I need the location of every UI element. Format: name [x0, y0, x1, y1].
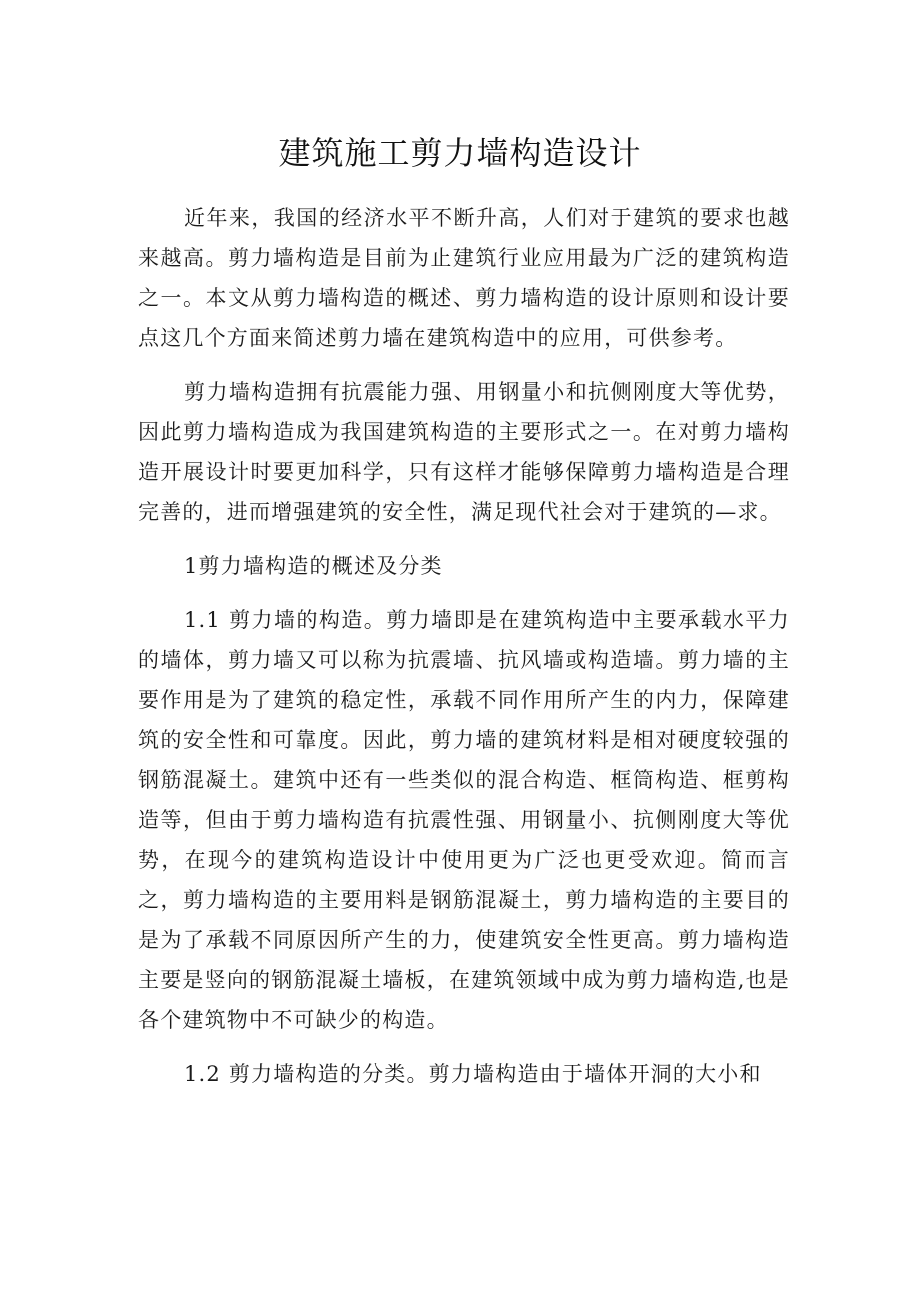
document-body: [138, 198, 790, 1108]
document-title: 建筑施工剪力墙构造设计: [278, 134, 642, 172]
body-paragraph: 剪力墙构造拥有抗震能力强、用钢量小和抗侧刚度大等优势，因此剪力墙构造成为我国建筑构造的主要形式之一。在对剪力墙构造开展设计时要更加科学，只有这样才能够保障剪力墙构造是合理完善的，进而增强建筑的安全性，满足现代社会对于建筑的—求。: [138, 380, 790, 524]
intro-paragraph: 近年来，我国的经济水平不断升高，人们对于建筑的要求也越来越高。剪力墙构造是目前为止建筑行业应用最为广泛的建筑构造之一。本文从剪力墙构造的概述、剪力墙构造的设计原则和设计要点这几个方面来简述剪力墙在建筑构造中的应用，可供参考。: [138, 206, 790, 350]
section-heading: 1剪力墙构造的概述及分类: [184, 554, 443, 578]
subsection-paragraph: 1.2 剪力墙构造的分类。剪力墙构造由于墙体开洞的大小和: [184, 1062, 762, 1086]
subsection-paragraph: 1.1 剪力墙的构造。剪力墙即是在建筑构造中主要承载水平力的墙体，剪力墙又可以称为抗震墙、抗风墙或构造墙。剪力墙的主要作用是为了建筑的稳定性，承载不同作用所产生的内力，保障建筑的安全性和可靠度。因此，剪力墙的建筑材料是相对硬度较强的钢筋混凝土。建筑中还有一些类似的混合构造、框筒构造、框剪构造等，但由于剪力墙构造有抗震性强、用钢量小、抗侧刚度大等优势，在现今的建筑构造设计中使用更为广泛也更受欢迎。简而言之，剪力墙构造的主要用料是钢筋混凝土，剪力墙构造的主要目的是为了承载不同原因所产生的力，使建筑安全性更高。剪力墙构造主要是竖向的钢筋混凝土墙板，在建筑领域中成为剪力墙构造,也是各个建筑物中不可缺少的构造。: [138, 608, 790, 1032]
